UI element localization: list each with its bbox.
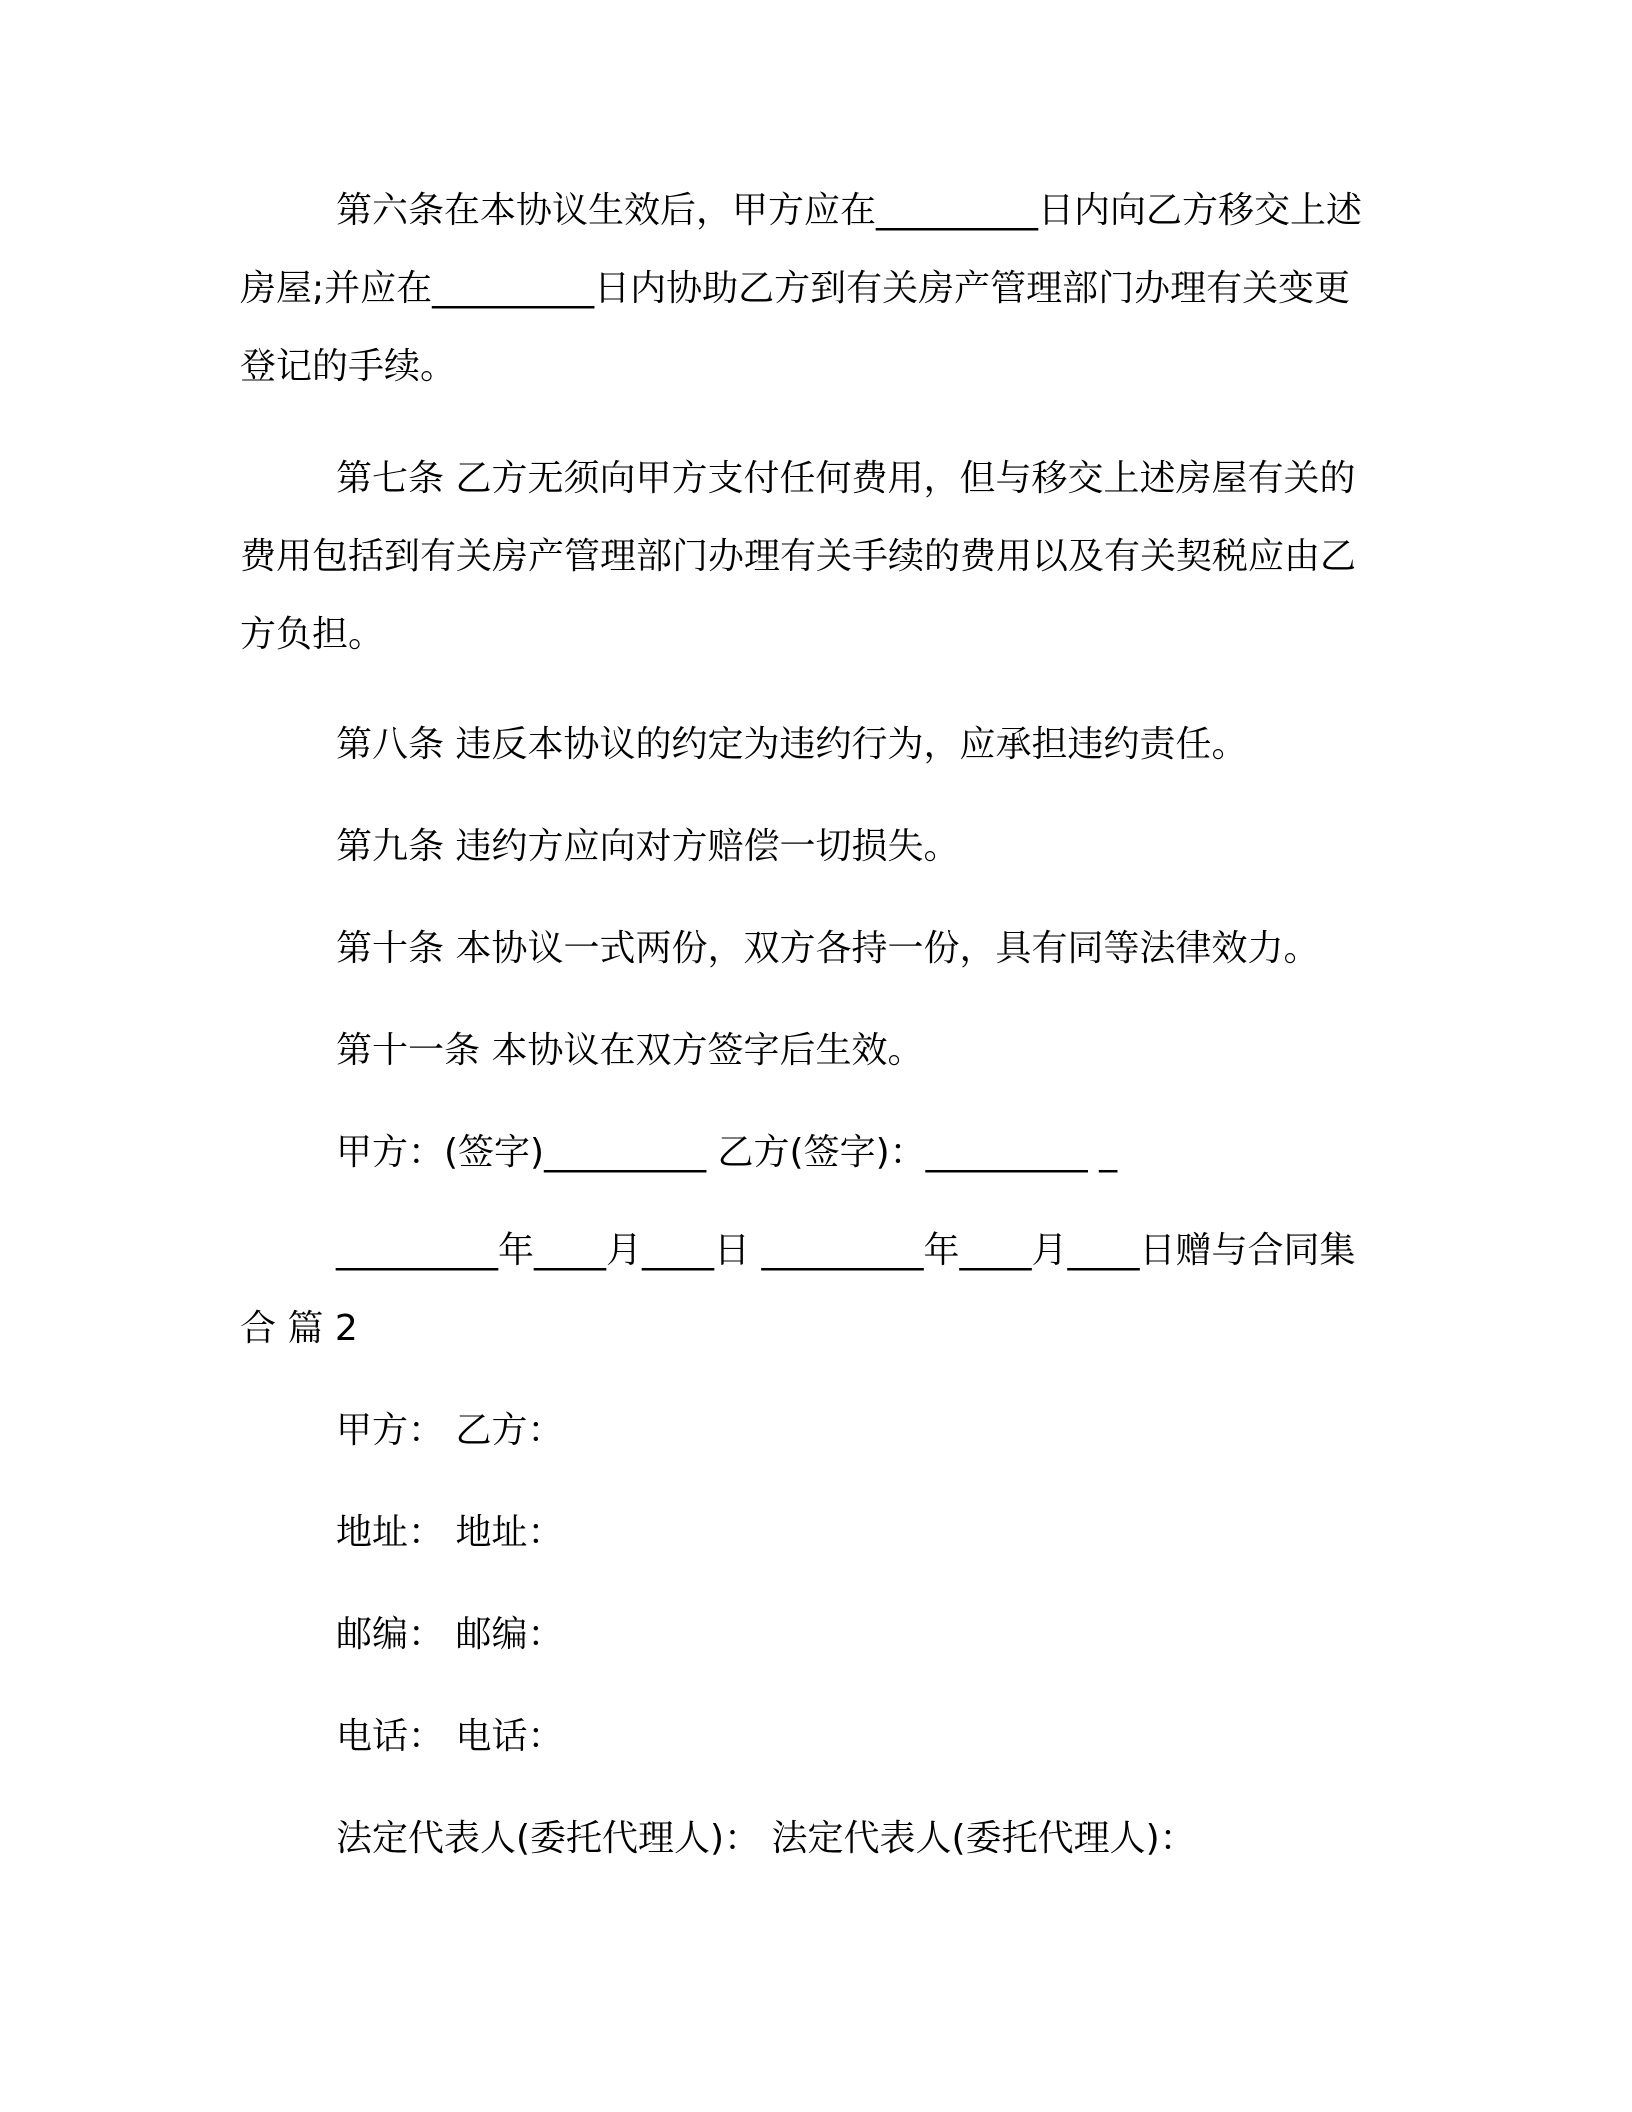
article-8: 第八条 违反本协议的约定为违约行为，应承担违约责任。 <box>336 724 1248 765</box>
article-10: 第十条 本协议一式两份，双方各持一份，具有同等法律效力。 <box>336 928 1320 969</box>
postcode-line: 邮编： 邮编： <box>336 1614 564 1655</box>
article-7: 第七条 乙方无须向甲方支付任何费用，但与移交上述房屋有关的费用包括到有关房产管理部门办理有关手续的费用以及有关契税应由乙方负担。 <box>240 458 1357 655</box>
phone-line: 电话： 电话： <box>336 1716 564 1757</box>
date-line: _________年____月____日 _________年____月____日赠与合同集合 篇 2 <box>240 1230 1356 1349</box>
article-11: 第十一条 本协议在双方签字后生效。 <box>336 1030 924 1071</box>
address-line: 地址： 地址： <box>336 1512 564 1553</box>
article-9: 第九条 违约方应向对方赔偿一切损失。 <box>336 826 960 867</box>
signature-line: 甲方：(签字)_________ 乙方(签字)：_________ _ <box>336 1132 1118 1173</box>
representative-line: 法定代表人(委托代理人)： 法定代表人(委托代理人)： <box>336 1818 1196 1859</box>
article-6: 第六条在本协议生效后，甲方应在_________日内向乙方移交上述房屋;并应在_________日内协助乙方到有关房产管理部门办理有关变更登记的手续。 <box>240 190 1363 387</box>
party-line: 甲方： 乙方： <box>336 1410 564 1451</box>
